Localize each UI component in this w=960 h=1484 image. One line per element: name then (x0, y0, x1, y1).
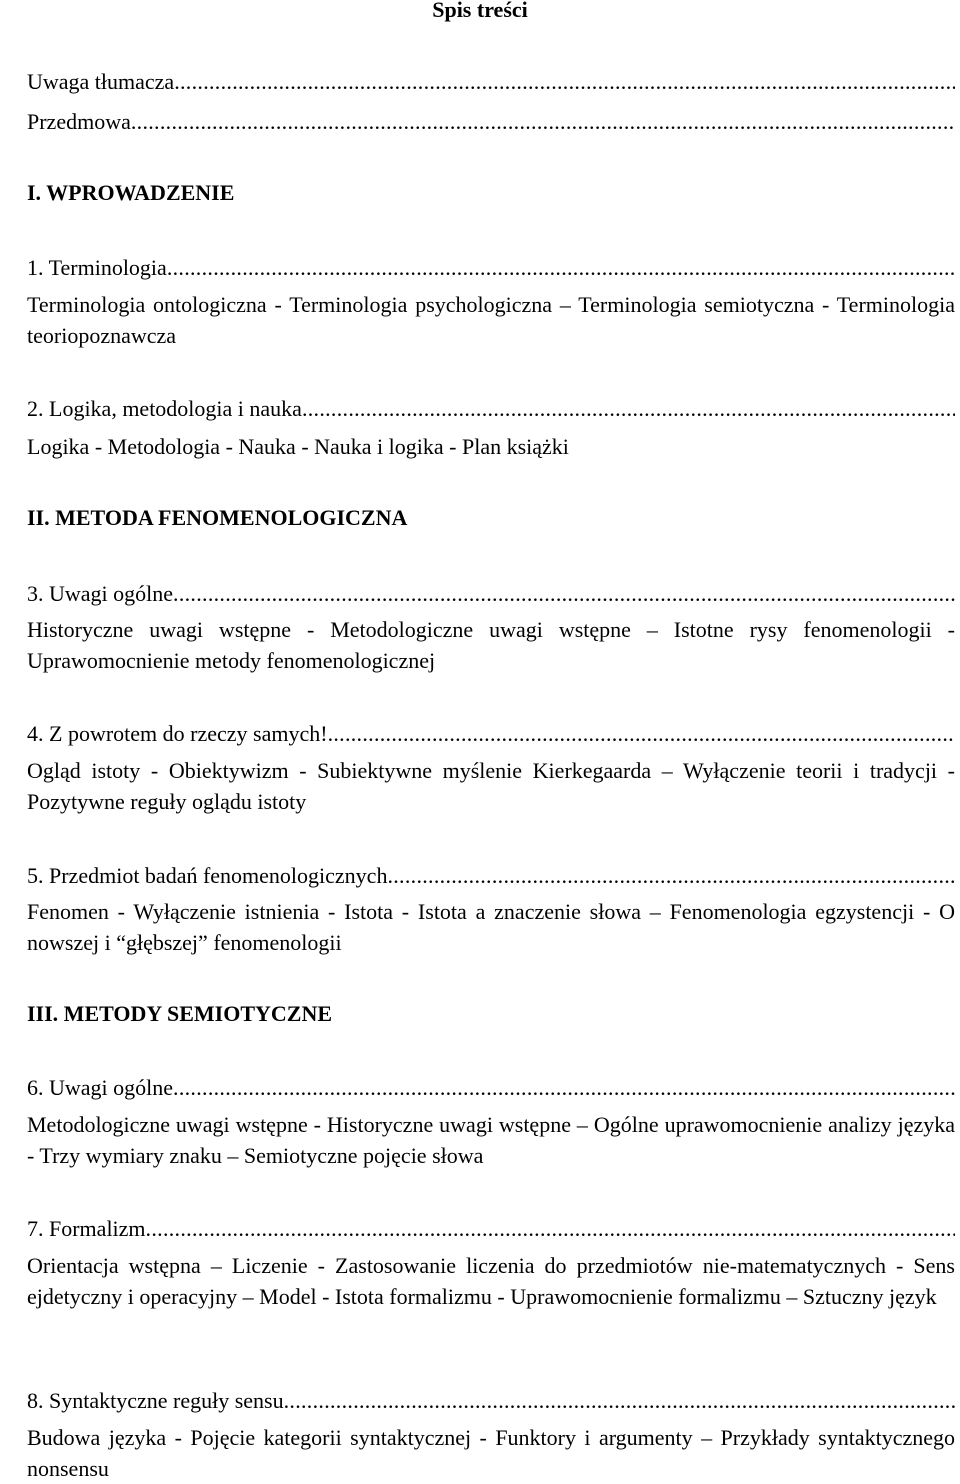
toc-entry-7-description: Orientacja wstępna – Liczenie - Zastosowanie liczenia do przedmiotów nie-matematycznych - Sens ejdetyczny i operacyjny – Model - Istota formalizmu - Uprawomocnienie formalizmu – Sztuczny język (27, 1253, 955, 1309)
toc-entry-7[interactable]: 7. Formalizm ..... (27, 1213, 955, 1245)
page-title: Spis treści (432, 0, 528, 22)
toc-entry-8[interactable]: 8. Syntaktyczne reguły sensu ..... (27, 1385, 955, 1417)
toc-entry-translator-note[interactable]: Uwaga tłumacza ..... (27, 66, 955, 98)
toc-entry-5-description: Fenomen - Wyłączenie istnienia - Istota - Istota a znaczenie słowa – Fenomenologia egzystencji - O nowszej i “głębszej” fenomenologii (27, 899, 955, 955)
toc-entry-6[interactable]: 6. Uwagi ogólne ..... (27, 1072, 955, 1104)
toc-entry-3-description: Historyczne uwagi wstępne - Metodologiczne uwagi wstępne – Istotne rysy fenomenologii - Uprawomocnienie metody fenomenologicznej (27, 617, 955, 673)
toc-entry-8-description: Budowa języka - Pojęcie kategorii syntaktycznej - Funktory i argumenty – Przykłady syntaktycznego nonsensu (27, 1425, 955, 1481)
toc-entry-1[interactable]: 1. Terminologia ..... (27, 252, 955, 284)
toc-entry-2[interactable]: 2. Logika, metodologia i nauka ..... (27, 393, 955, 425)
toc-section-1[interactable]: I. WPROWADZENIE (27, 180, 235, 205)
toc-section-3[interactable]: III. METODY SEMIOTYCZNE (27, 1001, 333, 1026)
toc-entry-4[interactable]: 4. Z powrotem do rzeczy samych! ..... (27, 718, 955, 750)
toc-entry-6-description: Metodologiczne uwagi wstępne - Historyczne uwagi wstępne – Ogólne uprawomocnienie analizy języka - Trzy wymiary znaku – Semiotyczne pojęcie słowa (27, 1112, 955, 1168)
toc-entry-1-description: Terminologia ontologiczna - Terminologia psychologiczna – Terminologia semiotyczna - Terminologia teoriopoznawcza (27, 292, 955, 348)
toc-section-2[interactable]: II. METODA FENOMENOLOGICZNA (27, 505, 408, 530)
toc-entry-4-description: Ogląd istoty - Obiektywizm - Subiektywne myślenie Kierkegaarda – Wyłączenie teorii i tradycji - Pozytywne reguły oglądu istoty (27, 758, 955, 814)
toc-entry-5[interactable]: 5. Przedmiot badań fenomenologicznych ..... (27, 860, 955, 892)
toc-entry-3[interactable]: 3. Uwagi ogólne ..... (27, 578, 955, 610)
toc-entry-preface[interactable]: Przedmowa ..... (27, 106, 955, 138)
toc-entry-2-description: Logika - Metodologia - Nauka - Nauka i logika - Plan książki (27, 434, 569, 459)
